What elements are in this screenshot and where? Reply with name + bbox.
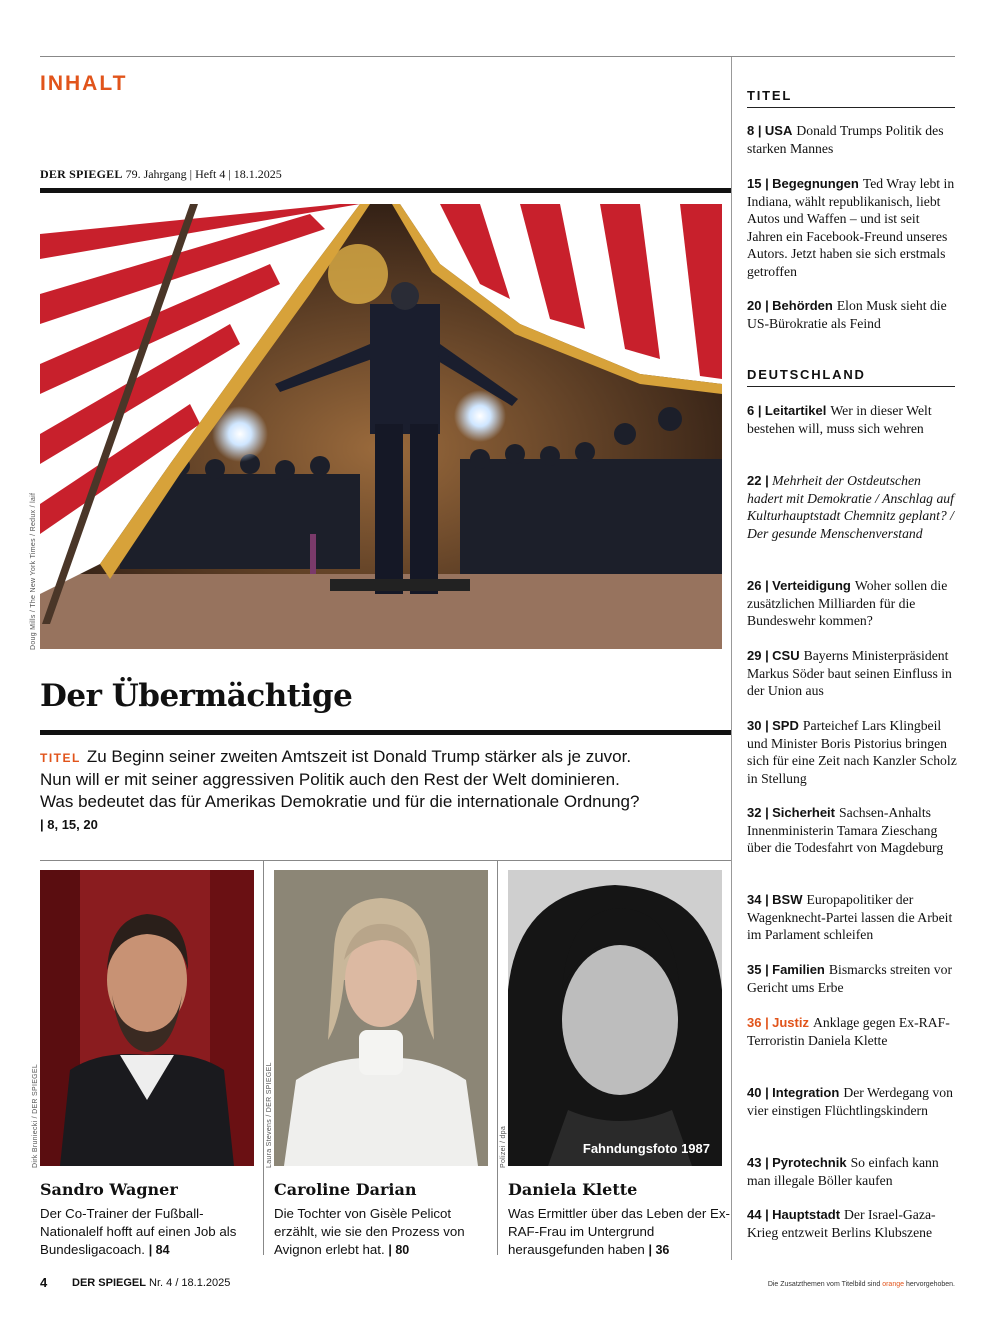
toc-keyword: USA — [764, 123, 793, 138]
toc-text: Der Israel-Gaza-Krieg entzweit Berlins Klubszene — [747, 1207, 936, 1240]
teaser-desc — [40, 1205, 262, 1259]
teaser-rule — [40, 860, 731, 861]
toc-text: Mehrheit der Ostdeutschen hadert mit Demokratie / Anschlag auf Kulturhauptstadt Chemnitz geplant? / Der gesunde Menschenverstand — [747, 473, 954, 541]
toc-keyword: SPD — [772, 718, 799, 733]
toc-keyword: CSU — [772, 648, 800, 663]
toc-keyword: Behörden — [772, 298, 833, 313]
teaser-photo-darian[interactable] — [274, 870, 488, 1166]
teaser-desc-text: Was Ermittler über das Leben der Ex-RAF-Frau im Untergrund herausgefunden haben — [508, 1206, 730, 1257]
toc-page: 6 | — [747, 403, 762, 418]
teaser-photo-klette[interactable] — [508, 870, 722, 1166]
toc-entry[interactable] — [747, 717, 957, 787]
toc-page: 44 | — [747, 1207, 769, 1222]
toc-entry[interactable] — [747, 1206, 957, 1241]
toc-keyword: Begegnungen — [772, 176, 859, 191]
toc-text: Wer in dieser Welt bestehen will, muss sich wehren — [747, 403, 932, 436]
toc-text: Parteichef Lars Klingbeil und Minister Boris Pistorius bringen sich für eine Zeit nach Kanzler Scholz in Stellung — [747, 718, 957, 786]
toc-entry[interactable] — [747, 402, 957, 437]
footer-note-text: Die Zusatzthemen vom Titelbild sind — [767, 1281, 881, 1288]
footer-logo: DER SPIEGEL — [72, 1277, 146, 1289]
footer-note-text: hervorgehoben. — [905, 1281, 955, 1288]
toc-text: Europapolitiker der Wagenknecht-Partei lassen die Arbeit im Parlament schleifen — [747, 892, 953, 942]
toc-page: 40 | — [747, 1085, 769, 1100]
teaser-photo-wagner[interactable] — [40, 870, 254, 1166]
toc-entry[interactable] — [747, 577, 957, 630]
toc-entry[interactable] — [747, 1154, 957, 1189]
toc-text: Elon Musk sieht die US-Bürokratie als Feind — [747, 298, 947, 331]
toc-keyword: Justiz — [772, 1015, 809, 1030]
page-number: 4 — [40, 1275, 48, 1290]
hero-photo[interactable] — [40, 204, 722, 649]
toc-entry[interactable] — [747, 1084, 957, 1119]
teaser-name[interactable]: Sandro Wagner — [40, 1180, 178, 1199]
lead-page-ref[interactable]: | 8, 15, 20 — [40, 817, 98, 832]
toc-text: So einfach kann man illegale Böller kaufen — [747, 1155, 939, 1188]
masthead-logo: DER SPIEGEL — [40, 167, 123, 181]
sidebar-section-titel: TITEL — [747, 88, 955, 108]
toc-page: 22 | — [747, 473, 769, 488]
toc-entry[interactable] — [747, 472, 957, 542]
toc-entry[interactable] — [747, 647, 957, 700]
sidebar-section-deutschland: DEUTSCHLAND — [747, 367, 955, 387]
toc-text: Der Werdegang von vier einstigen Flüchtlingskindern — [747, 1085, 953, 1118]
portrait-illustration — [274, 870, 488, 1166]
teaser-divider — [497, 860, 498, 1255]
toc-text: Ted Wray lebt in Indiana, wählt republikanisch, liebt Autos und Waffen – und ist seit Jahren ein Facebook-Freund unseres Autors. Jetzt haben sie sich erstmals getroffen — [747, 176, 955, 279]
toc-text: Anklage gegen Ex-RAF-Terroristin Daniela Klette — [747, 1015, 950, 1048]
toc-text: Donald Trumps Politik des starken Mannes — [747, 123, 944, 156]
teaser-credit: Laura Stevens / DER SPIEGEL — [266, 1062, 273, 1168]
lead-text: Zu Beginn seiner zweiten Amtszeit ist Donald Trump stärker als je zuvor. Nun will er mit seiner aggressiven Politik auch den Rest der Welt dominieren. Was bedeutet das für Amerikas Demokratie und für die internationale Ordnung? — [40, 747, 640, 811]
teaser-page-ref[interactable]: | 36 — [648, 1243, 670, 1257]
toc-keyword: Integration — [772, 1085, 840, 1100]
teaser-desc-text: Der Co-Trainer der Fußball-Nationalelf hofft auf einen Job als Bundesligacoach. — [40, 1206, 237, 1257]
teaser-page-ref[interactable]: | 80 — [388, 1243, 410, 1257]
toc-page: 30 | — [747, 718, 769, 733]
section-label: INHALT — [40, 72, 128, 95]
toc-keyword: Pyrotechnik — [772, 1155, 847, 1170]
toc-page: 35 | — [747, 962, 769, 977]
toc-page: 32 | — [747, 805, 769, 820]
teaser-name[interactable]: Daniela Klette — [508, 1180, 638, 1199]
toc-page: 43 | — [747, 1155, 769, 1170]
toc-entry[interactable] — [747, 122, 957, 157]
column-divider — [731, 57, 732, 1260]
toc-page: 15 | — [747, 176, 769, 191]
toc-text: Sachsen-Anhalts Innenministerin Tamara Zieschang über die Todesfahrt von Magdeburg — [747, 805, 944, 855]
teaser-desc — [508, 1205, 730, 1259]
toc-keyword: Verteidigung — [772, 578, 851, 593]
toc-keyword: BSW — [772, 892, 803, 907]
footer-masthead — [72, 1277, 230, 1289]
toc-entry[interactable] — [747, 297, 957, 332]
teaser-desc — [274, 1205, 496, 1259]
photo-caption: Fahndungsfoto 1987 — [582, 1141, 710, 1156]
teaser-desc-text: Die Tochter von Gisèle Pelicot erzählt, wie sie den Prozess von Avignon erlebt hat. — [274, 1206, 465, 1257]
toc-page: 29 | — [747, 648, 769, 663]
teaser-divider — [263, 860, 264, 1255]
masthead — [40, 167, 282, 182]
toc-keyword: Leitartikel — [764, 403, 827, 418]
toc-page: 20 | — [747, 298, 769, 313]
hero-credit: Doug Mills / The New York Times / Redux / laif — [30, 492, 37, 650]
top-rule — [40, 56, 955, 57]
toc-keyword: Hauptstadt — [772, 1207, 841, 1222]
toc-page: 34 | — [747, 892, 769, 907]
footer-note — [768, 1281, 955, 1288]
teaser-credit: Polizei / dpa — [500, 1125, 507, 1168]
portrait-illustration — [40, 870, 254, 1166]
toc-text: Bismarcks streiten vor Gericht ums Erbe — [747, 962, 953, 995]
toc-entry[interactable] — [747, 961, 957, 996]
teaser-name[interactable]: Caroline Darian — [274, 1180, 417, 1199]
teaser-page-ref[interactable]: | 84 — [148, 1243, 170, 1257]
footer-note-orange: orange — [882, 1281, 904, 1288]
toc-keyword: Sicherheit — [772, 805, 835, 820]
lead-tag: TITEL — [40, 751, 81, 765]
portrait-illustration — [508, 870, 722, 1166]
toc-entry-highlighted[interactable] — [747, 1014, 957, 1049]
toc-entry[interactable] — [747, 891, 957, 944]
masthead-issue: 79. Jahrgang | Heft 4 | 18.1.2025 — [125, 167, 282, 181]
toc-entry[interactable] — [747, 804, 957, 857]
toc-page: 8 | — [747, 123, 762, 138]
headline[interactable]: Der Übermächtige — [40, 678, 353, 714]
lead-paragraph — [40, 746, 640, 836]
toc-page: 36 | — [747, 1015, 769, 1030]
toc-keyword: Familien — [772, 962, 825, 977]
masthead-rule — [40, 188, 731, 193]
toc-entry[interactable] — [747, 175, 957, 280]
toc-page: 26 | — [747, 578, 769, 593]
teaser-credit: Dirk Bruniecki / DER SPIEGEL — [32, 1063, 39, 1168]
toc-text: Bayerns Ministerpräsident Markus Söder baut seinen Einfluss in der Union aus — [747, 648, 952, 698]
headline-rule — [40, 730, 731, 735]
toc-text: Woher sollen die zusätzlichen Milliarden für die Bundeswehr kommen? — [747, 578, 948, 628]
footer-issue: Nr. 4 / 18.1.2025 — [149, 1277, 231, 1289]
hero-illustration — [40, 204, 722, 649]
